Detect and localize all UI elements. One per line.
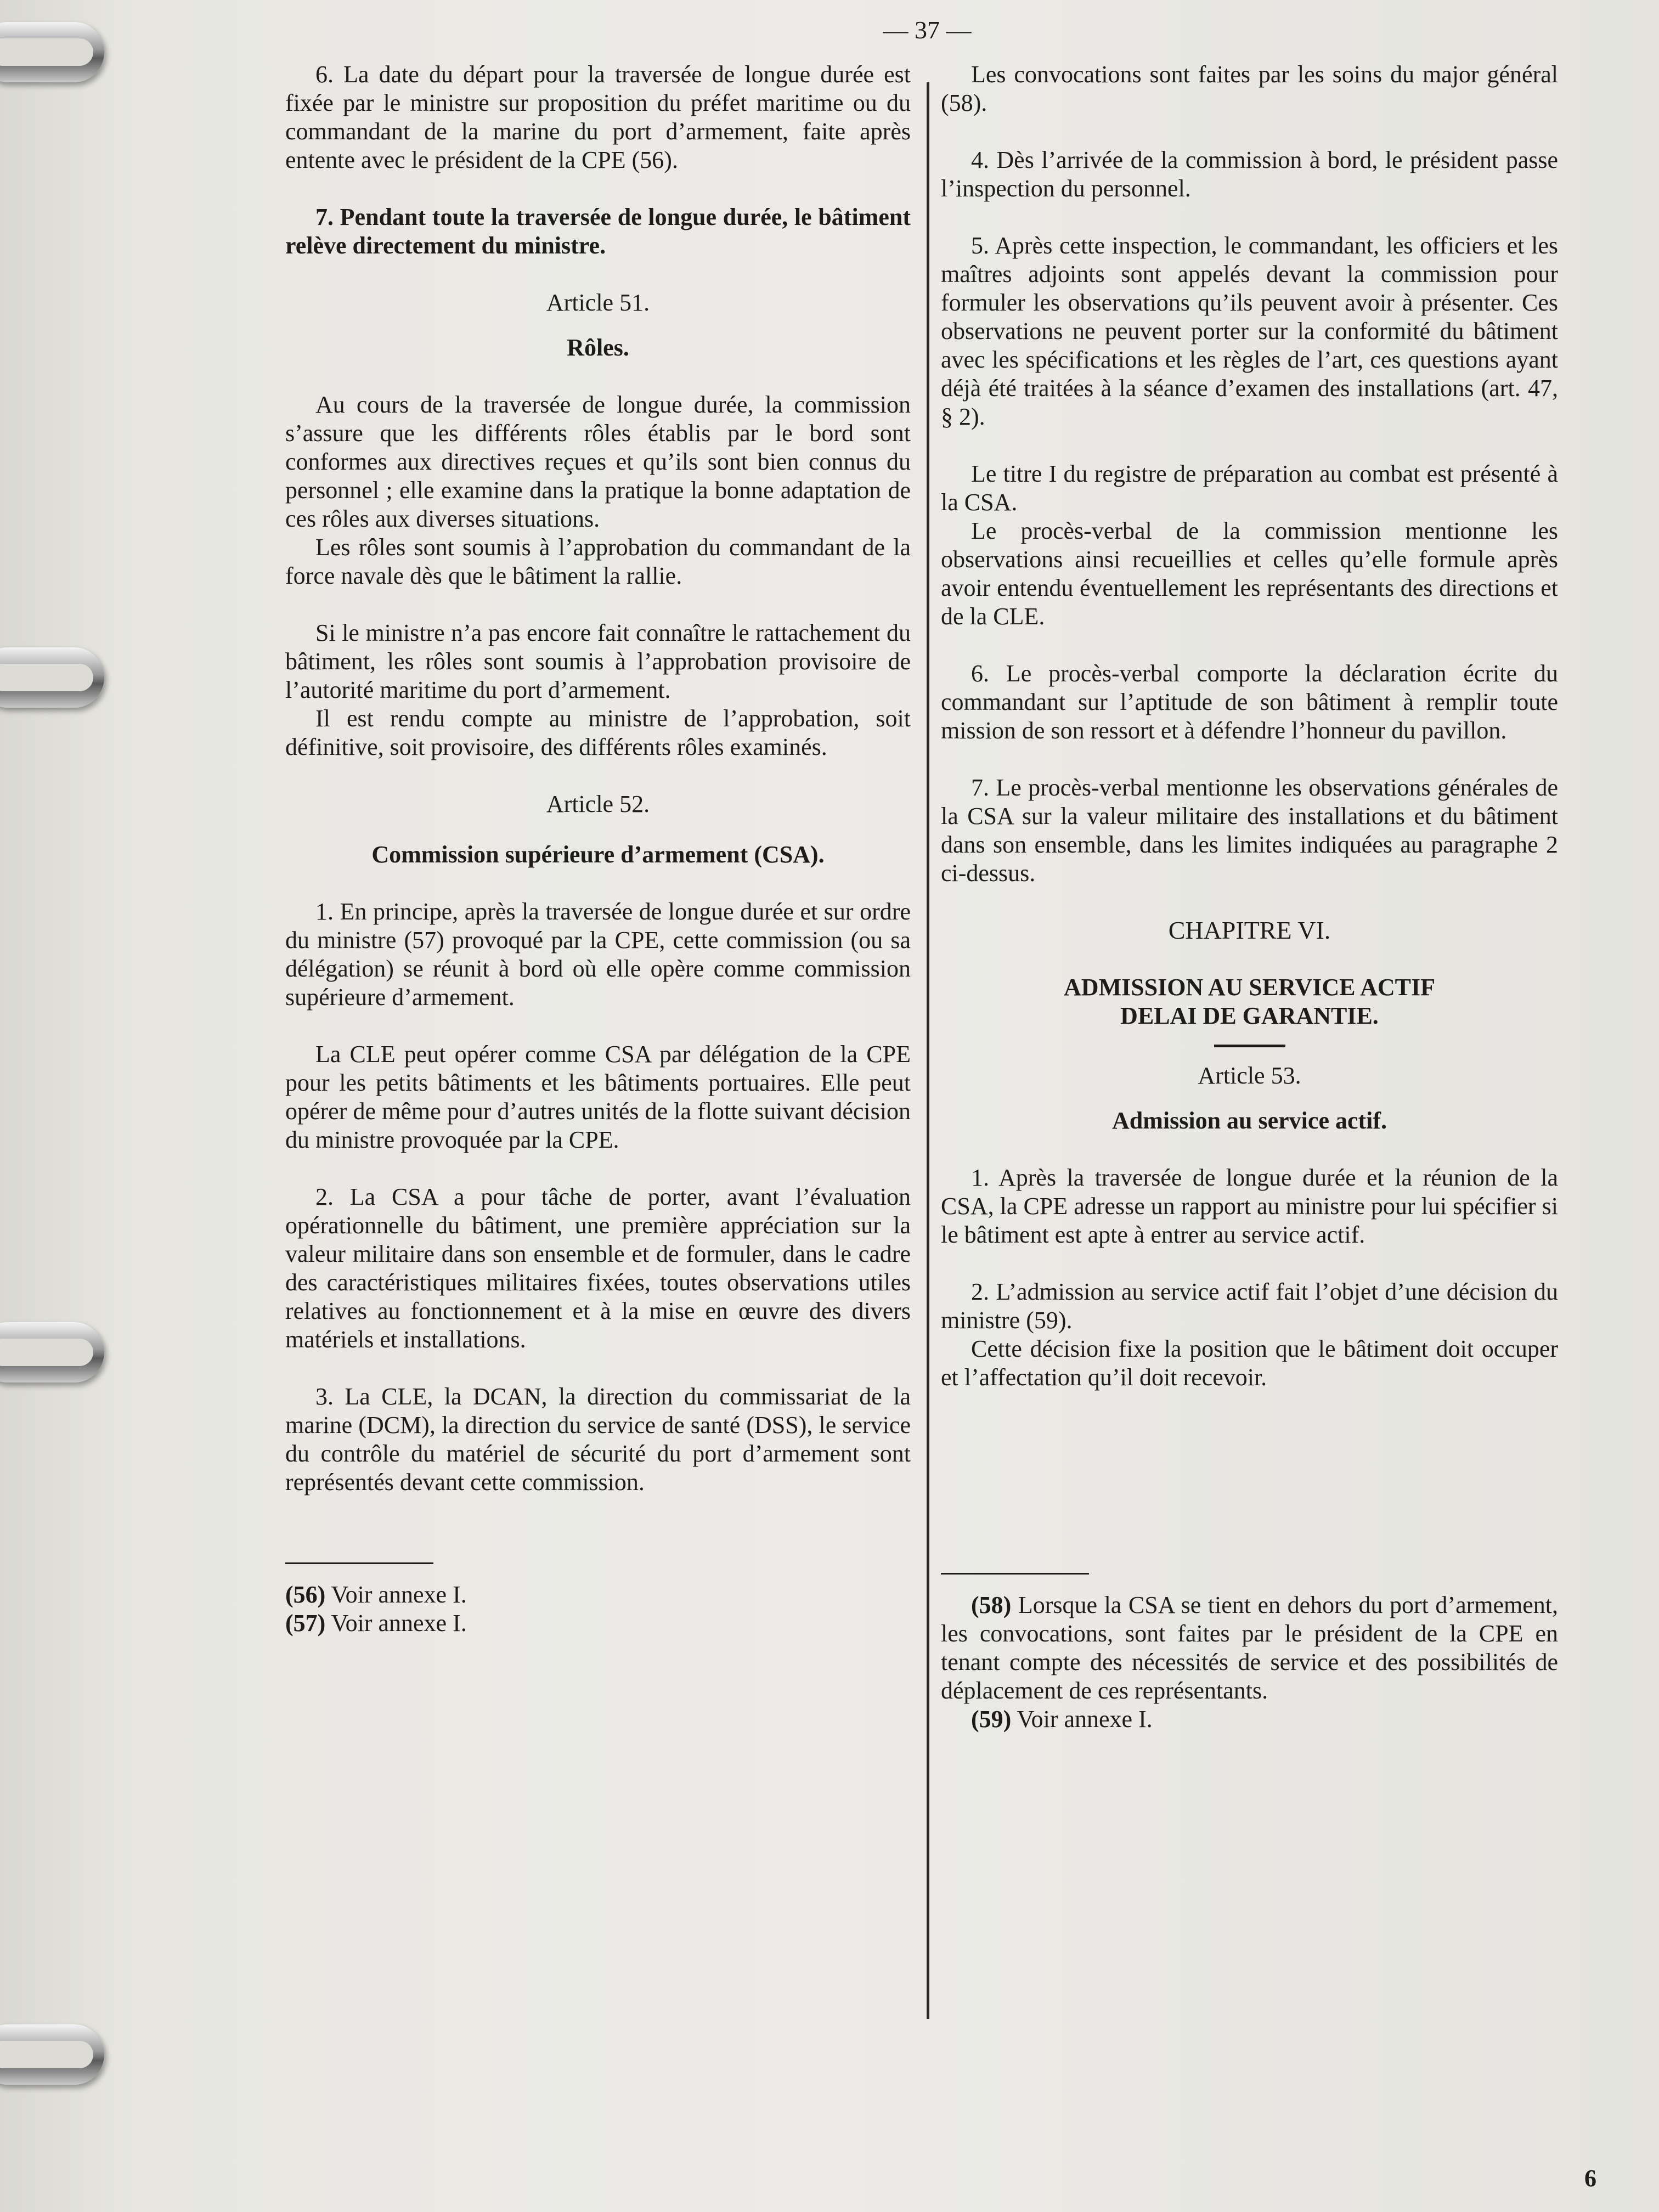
chapter-title: ADMISSION AU SERVICE ACTIF [1064, 974, 1435, 1001]
chapter-heading: CHAPITRE VI. [1168, 916, 1331, 944]
article-title: Rôles. [567, 334, 629, 361]
paragraph: 5. Après cette inspection, le commandant, les officiers et les maîtres adjoints sont appelés devant la commission pour formuler les observations qu’ils peuvent avoir à présenter. Ces observations ne peuvent porter sur la conformité du bâtiment avec les spécifications et les règles de l’art, ces questions ayant déjà été traitées à la séance d’examen des installations (art. 47, § 2). [941, 232, 1558, 430]
paragraph: Le procès-verbal de la commission mentionne les observations ainsi recueillies et celles qu’elle formule après avoir entendu éventuellement les représentants des directions et de la CLE. [941, 517, 1558, 630]
paragraph: La CLE peut opérer comme CSA par délégation de la CPE pour les petits bâtiments et les bâtiments portuaires. Elle peut opérer de même pour d’autres unités de la flotte suivant décision du ministre provoquée par la CPE. [285, 1041, 911, 1153]
article-title: Commission supérieure d’armement (CSA). [371, 841, 825, 868]
right-column [941, 60, 1558, 1734]
paragraph: 4. Dès l’arrivée de la commission à bord, le président passe l’inspection du personnel. [941, 146, 1558, 202]
footnote-text: Voir annexe I. [325, 1610, 467, 1637]
paragraph: Au cours de la traversée de longue durée, la commission s’assure que les différents rôles établis par le bord sont conformes aux directives reçues et qu’ils sont bien connus du personnel ; elle examine dans la pratique la bonne adaptation de ces rôles aux diverses situations. [285, 391, 911, 532]
paragraph: Le titre I du registre de préparation au combat est présenté à la CSA. [941, 460, 1558, 516]
paragraph: 1. Après la traversée de longue durée et la réunion de la CSA, la CPE adresse un rapport au ministre pour lui spécifier si le bâtiment est apte à entrer au service actif. [941, 1164, 1558, 1248]
footnote [285, 1581, 911, 1609]
paragraph: 6. La date du départ pour la traversée de longue durée est fixée par le ministre sur proposition du préfet maritime ou du commandant de la marine du port d’armement, faite après entente avec le président de la CPE (56). [285, 61, 911, 173]
footnote-rule [285, 1562, 433, 1564]
footnote [941, 1591, 1558, 1705]
sheet-number: 6 [1584, 2165, 1596, 2192]
paragraph: Les convocations sont faites par les soins du major général (58). [941, 61, 1558, 116]
paragraph: Les rôles sont soumis à l’approbation du commandant de la force navale dès que le bâtiment la rallie. [285, 534, 911, 589]
footnote [285, 1609, 911, 1638]
paragraph: 3. La CLE, la DCAN, la direction du commissariat de la marine (DCM), la direction du service de santé (DSS), le service du contrôle du matériel de sécurité du port d’armement sont représentés devant cette commission. [285, 1383, 911, 1496]
footnote-number: (59) [971, 1706, 1012, 1733]
left-column [285, 60, 911, 1638]
article-title: Admission au service actif. [1111, 1107, 1387, 1134]
paragraph: Il est rendu compte au ministre de l’approbation, soit définitive, soit provisoire, des différents rôles examinés. [285, 705, 911, 760]
page-number: — 37 — [883, 16, 972, 44]
paragraph: 7. Pendant toute la traversée de longue durée, le bâtiment relève directement du ministre. [285, 204, 911, 259]
footnote-text: Voir annexe I. [325, 1581, 467, 1608]
chapter-title: DELAI DE GARANTIE. [1120, 1002, 1379, 1029]
title-rule [1214, 1045, 1285, 1047]
footnote-number: (56) [285, 1581, 326, 1608]
article-heading: Article 51. [546, 289, 650, 316]
paragraph: 2. La CSA a pour tâche de porter, avant l’évaluation opérationnelle du bâtiment, une première appréciation sur la valeur militaire dans son ensemble et de formuler, dans le cadre des caractéristiques militaires fixées, toutes observations utiles relatives au fonctionnement et à la mise en œuvre des divers matériels et installations. [285, 1183, 911, 1353]
article-heading: Article 52. [546, 791, 650, 817]
footnote [941, 1705, 1558, 1734]
binder-ring [0, 2024, 104, 2085]
footnote-text: Lorsque la CSA se tient en dehors du port d’armement, les convocations, sont faites par le président de la CPE en tenant compte des nécessités de service et des possibilités de déplacement de ces représentants. [941, 1592, 1558, 1704]
binder-ring [0, 647, 104, 708]
binder-ring [0, 22, 104, 82]
binder-ring [0, 1322, 104, 1383]
paragraph: 6. Le procès-verbal comporte la déclaration écrite du commandant sur l’aptitude de son bâtiment à remplir toute mission de son ressort et à défendre l’honneur du pavillon. [941, 660, 1558, 744]
paragraph: 2. L’admission au service actif fait l’objet d’une décision du ministre (59). [941, 1278, 1558, 1334]
paragraph: 7. Le procès-verbal mentionne les observations générales de la CSA sur la valeur militaire des installations et du bâtiment dans son ensemble, dans les limites indiquées au paragraphe 2 ci-dessus. [941, 774, 1558, 887]
column-divider [927, 82, 929, 2019]
paragraph: Si le ministre n’a pas encore fait connaître le rattachement du bâtiment, les rôles sont soumis à l’approbation provisoire de l’autorité maritime du port d’armement. [285, 619, 911, 703]
paragraph: Cette décision fixe la position que le bâtiment doit occuper et l’affectation qu’il doit recevoir. [941, 1335, 1558, 1391]
article-heading: Article 53. [1198, 1062, 1301, 1089]
footnote-rule [941, 1573, 1089, 1575]
footnote-number: (58) [971, 1592, 1012, 1618]
footnote-text: Voir annexe I. [1011, 1706, 1153, 1733]
paragraph: 1. En principe, après la traversée de longue durée et sur ordre du ministre (57) provoqué par la CPE, cette commission (ou sa délégation) se réunit à bord où elle opère comme commission supérieure d’armement. [285, 898, 911, 1011]
footnote-number: (57) [285, 1610, 326, 1637]
